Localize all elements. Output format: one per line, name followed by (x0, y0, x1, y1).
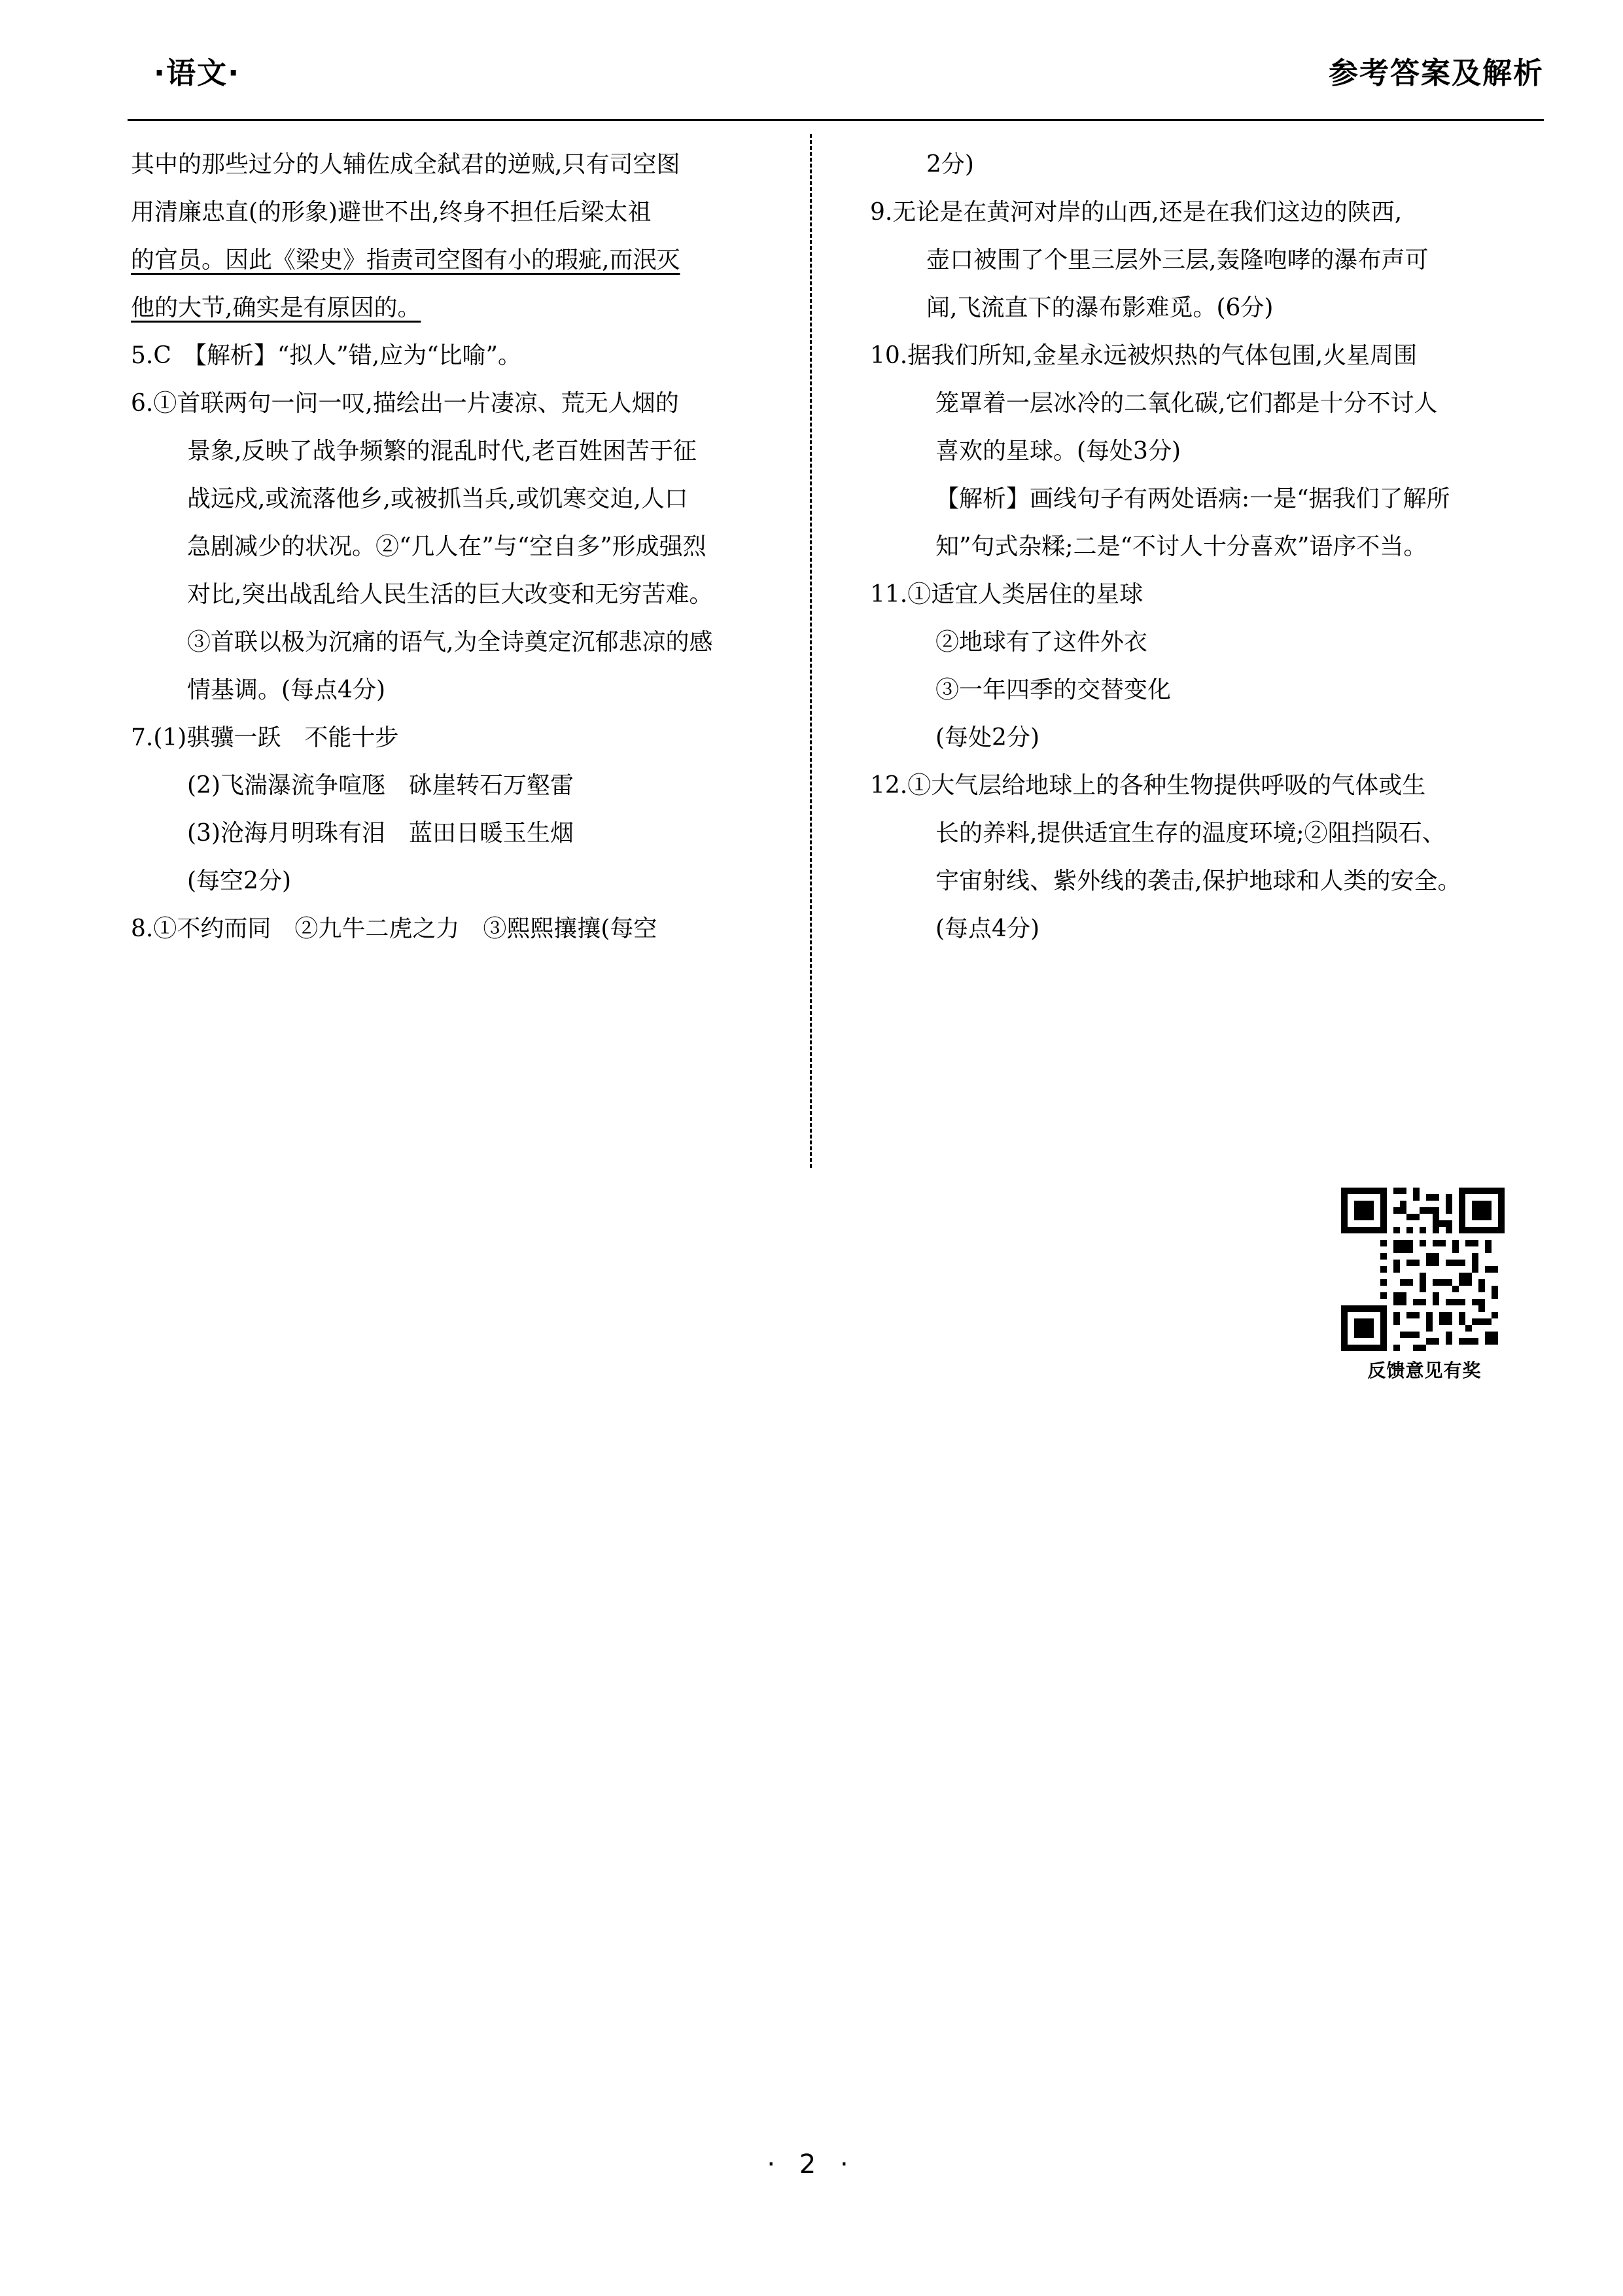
feedback-qr-block[interactable] (1341, 1188, 1508, 1383)
item-text: ①首联两句一问一叹,描绘出一片凄凉、荒无人烟的 (153, 390, 679, 417)
passage-line-underlined: 的官员。因此《梁史》指责司空图有小的瑕疵,而泯灭 (131, 247, 680, 274)
answer-item-7-line: (每空2分) (187, 868, 291, 894)
answer-item-7-line: (3)沧海月明珠有泪 蓝田日暖玉生烟 (187, 820, 574, 847)
header-divider (128, 119, 1544, 121)
answer-item-11 (870, 571, 1550, 618)
answer-item-7-line: (2)飞湍瀑流争喧豗 砯崖转石万壑雷 (187, 772, 574, 799)
answer-item-6-line: 情基调。(每点4分) (187, 677, 385, 703)
item-number: 6. (131, 390, 154, 417)
answer-item-11-line: (每处2分) (935, 724, 1039, 751)
item-text: C 【解析】“拟人”错,应为“比喻”。 (153, 342, 521, 369)
item-text: 无论是在黄河对岸的山西,还是在我们这边的陕西, (892, 199, 1403, 226)
answer-item-11-line: ③一年四季的交替变化 (935, 677, 1172, 703)
answer-item-11-line: ②地球有了这件外衣 (935, 629, 1148, 656)
answer-item-8 (131, 905, 811, 953)
answer-item-7 (131, 714, 811, 762)
item-number: 7. (131, 724, 154, 751)
answer-item-10-analysis: 【解析】画线句子有两处语病:一是“据我们了解所 (935, 486, 1450, 512)
answer-item-9 (870, 188, 1550, 236)
answer-item-6-line: 对比,突出战乱给人民生活的巨大改变和无穷苦难。 (187, 581, 713, 608)
answer-item-12-line: 长的养料,提供适宜生存的温度环境;②阻挡陨石、 (935, 820, 1446, 847)
item-text: ①大气层给地球上的各种生物提供呼吸的气体或生 (907, 772, 1426, 799)
item-number: 12. (870, 772, 908, 799)
answer-item-10 (870, 332, 1550, 380)
answer-item-6-line: ③首联以极为沉痛的语气,为全诗奠定沉郁悲凉的感 (187, 629, 713, 656)
answer-item-5 (131, 332, 811, 380)
item-number: 11. (870, 581, 908, 608)
left-column (131, 141, 811, 953)
answer-item-10-analysis: 知”句式杂糅;二是“不讨人十分喜欢”语序不当。 (935, 533, 1427, 560)
answer-item-9-line: 闻,飞流直下的瀑布影难觅。(6分) (926, 294, 1274, 321)
subject-label: ·语文· (154, 56, 241, 90)
answer-item-10-line: 笼罩着一层冰冷的二氧化碳,它们都是十分不讨人 (935, 390, 1438, 417)
answer-item-6-line: 战远戍,或流落他乡,或被抓当兵,或饥寒交迫,人口 (187, 486, 688, 512)
qr-caption: 反馈意见有奖 (1367, 1360, 1482, 1381)
item-text: ①适宜人类居住的星球 (907, 581, 1143, 608)
page-header (128, 49, 1544, 108)
passage-line: 其中的那些过分的人辅佐成全弑君的逆贼,只有司空图 (131, 151, 680, 178)
item-text: ①不约而同 ②九牛二虎之力 ③熙熙攘攘(每空 (153, 915, 657, 942)
item-text: (1)骐骥一跃 不能十步 (153, 724, 399, 751)
right-column (870, 141, 1550, 953)
answer-item-12 (870, 762, 1550, 809)
page-title: 参考答案及解析 (1328, 56, 1544, 90)
item-number: 8. (131, 915, 154, 942)
answer-item-6-line: 景象,反映了战争频繁的混乱时代,老百姓困苦于征 (187, 438, 697, 465)
answer-item-12-line: 宇宙射线、紫外线的袭击,保护地球和人类的安全。 (935, 868, 1461, 894)
answer-item-12-line: (每点4分) (935, 915, 1039, 942)
item-text: 据我们所知,金星永远被炽热的气体包围,火星周围 (907, 342, 1418, 369)
page-number: · 2 · (767, 2149, 856, 2180)
item-number: 5. (131, 342, 154, 369)
answer-item-9-line: 壶口被围了个里三层外三层,轰隆咆哮的瀑布声可 (926, 247, 1429, 274)
answer-item-6 (131, 380, 811, 427)
answer-item-10-line: 喜欢的星球。(每处3分) (935, 438, 1181, 465)
item-number: 10. (870, 342, 908, 369)
qr-code-icon[interactable] (1341, 1188, 1505, 1351)
passage-line-underlined: 他的大节,确实是有原因的。 (131, 294, 421, 321)
answer-item-6-line: 急剧减少的状况。②“几人在”与“空自多”形成强烈 (187, 533, 707, 560)
passage-line: 用清廉忠直(的形象)避世不出,终身不担任后梁太祖 (131, 199, 652, 226)
continuation-line: 2分) (926, 151, 974, 178)
item-number: 9. (870, 199, 893, 226)
